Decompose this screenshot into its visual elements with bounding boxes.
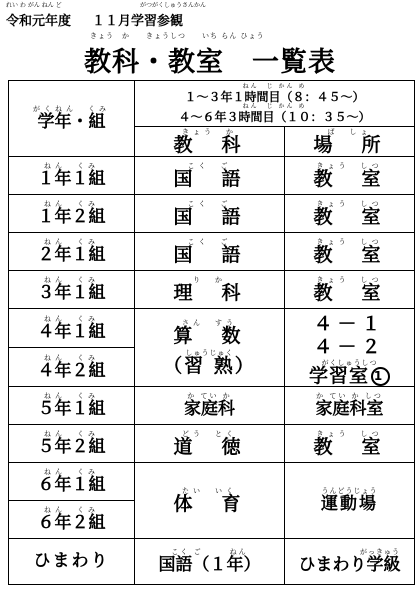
ruby-text: か てい か: [187, 392, 232, 400]
cell-text: 運動場: [321, 494, 378, 514]
ruby-text: どう とく: [182, 430, 237, 438]
table-row: [9, 387, 415, 425]
ruby-text: こく ご: [187, 162, 232, 170]
ruby-text: きょう しつ: [316, 238, 383, 246]
year-ruby: れい わ がん ねん ど: [6, 2, 62, 9]
table-row: [9, 233, 415, 271]
subject-cell: [135, 157, 285, 195]
cell-text: １年１組: [37, 169, 106, 189]
ruby-text: しゅうじゅく: [185, 349, 234, 357]
cell-text: 国 語: [173, 206, 246, 228]
cell-text: ３年１組: [37, 283, 106, 303]
place-cell-himawari: [285, 539, 415, 585]
cell-text: 算 数: [173, 325, 246, 347]
cell-text: 学習室: [309, 365, 370, 387]
subject-cell: [135, 195, 285, 233]
cell-text: 教 室: [313, 436, 386, 458]
cell-text: 国語（１年）: [158, 555, 261, 575]
class-cell: [9, 271, 135, 309]
circled-number: 1: [371, 367, 390, 386]
cell-text: （習 熟）: [163, 355, 256, 377]
time-grades-1-3: １～３年１時間目（８：４５～）: [184, 89, 365, 104]
class-cell: [9, 309, 135, 348]
ruby-text: こく ご: [187, 200, 232, 208]
subject-cell-pe: [135, 463, 285, 539]
ruby-text: ば しょ: [327, 128, 372, 136]
cell-text: 教 室: [313, 168, 386, 190]
ruby-text: きょう しつ: [316, 430, 383, 438]
subject-cell-himawari: [135, 539, 285, 585]
place-cell: [285, 425, 415, 463]
cell-text: ひまわり学級: [298, 555, 401, 575]
place-cell: [285, 157, 415, 195]
cell-text: 学年・組: [37, 112, 106, 132]
class-cell-himawari: [9, 539, 135, 585]
cell-text: ４年２組: [37, 360, 106, 381]
cell-text: 理 科: [173, 282, 246, 304]
header-subject: [135, 127, 285, 157]
cell-text: １年２組: [37, 207, 106, 227]
cell-text: ４－２: [313, 336, 386, 358]
subject-cell: [135, 425, 285, 463]
place-cell-pe: [285, 463, 415, 539]
class-cell: [9, 463, 135, 501]
ruby-text: がくしゅうしつ: [321, 359, 378, 367]
table-row: [9, 271, 415, 309]
class-cell: [9, 387, 135, 425]
event-ruby: がつがくしゅうさんかん: [140, 2, 207, 9]
table-row: [9, 425, 415, 463]
header-times: [135, 81, 415, 127]
cell-text: ４年１組: [37, 321, 106, 342]
classroom-table: [8, 80, 415, 585]
cell-text: ２年１組: [37, 245, 106, 265]
cell-text: 教 室: [313, 244, 386, 266]
class-cell: [9, 233, 135, 271]
cell-text: ５年２組: [37, 437, 106, 457]
ruby-text: さん すう: [182, 319, 237, 327]
cell-text: ひまわり: [33, 551, 110, 571]
ruby-text: うんどうじょう: [321, 487, 378, 495]
ruby-text: きょう か: [182, 128, 237, 136]
class-cell: [9, 348, 135, 387]
page-title: 教科・教室 一覧表: [84, 47, 336, 78]
table-row: [9, 157, 415, 195]
ruby-text: り か: [193, 276, 226, 284]
place-cell-math: [285, 309, 415, 387]
ruby-text: か てい か しつ: [316, 392, 383, 400]
cell-text: 体 育: [173, 493, 246, 515]
ruby-text: がくねん くみ: [33, 105, 110, 113]
table-row: [9, 463, 415, 501]
header-place: [285, 127, 415, 157]
class-cell: [9, 425, 135, 463]
cell-text: ６年１組: [37, 475, 106, 495]
ruby-text: たい いく: [182, 487, 237, 495]
cell-text: ６年２組: [37, 513, 106, 533]
ruby-text: ねん くみ: [44, 430, 99, 438]
ruby-text: ねん くみ: [44, 392, 99, 400]
ruby-text: ねん くみ: [44, 276, 99, 284]
ruby-text: ねん くみ: [44, 162, 99, 170]
ruby-text: ねん くみ: [44, 506, 99, 514]
cell-text: 教 室: [313, 282, 386, 304]
school-year: 令和元年度: [6, 14, 72, 29]
subject-cell: [135, 233, 285, 271]
ruby-text: がっきゅう: [360, 548, 401, 556]
class-cell: [9, 157, 135, 195]
ruby-text: ねん じ かん め: [242, 82, 307, 90]
subject-cell-math: [135, 309, 285, 387]
cell-text: 家庭科: [184, 399, 235, 419]
cell-text: 教 科: [173, 134, 246, 156]
time-grades-4-6: ４～６年３時間目（１０：３５～）: [178, 109, 371, 124]
ruby-text: ねん くみ: [44, 468, 99, 476]
table-row: [9, 309, 415, 348]
cell-text: 道 徳: [173, 436, 246, 458]
ruby-text: きょう しつ: [316, 162, 383, 170]
subject-cell: [135, 387, 285, 425]
table-row: [9, 539, 415, 585]
place-cell: [285, 387, 415, 425]
ruby-text: ねん くみ: [44, 238, 99, 246]
cell-text: 家庭科室: [315, 399, 384, 419]
cell-text: 国 語: [173, 168, 246, 190]
place-cell: [285, 233, 415, 271]
class-cell: [9, 195, 135, 233]
header-grade-class: [9, 81, 135, 157]
event-title: １１月学習参観: [92, 14, 184, 29]
class-cell: [9, 501, 135, 539]
ruby-text: こく ご: [187, 238, 232, 246]
ruby-text: きょう しつ: [316, 200, 383, 208]
cell-text: ５年１組: [37, 399, 106, 419]
title-ruby: きょう か きょうしつ いち らん ひょう: [90, 32, 265, 40]
cell-text: 国 語: [173, 244, 246, 266]
ruby-text: ねん くみ: [44, 353, 99, 362]
place-cell: [285, 271, 415, 309]
ruby-text: ねん じ かん め: [242, 102, 307, 110]
ruby-text: こく ご ねん: [171, 548, 248, 556]
cell-text: ４－１: [313, 313, 386, 335]
ruby-text: ねん くみ: [44, 314, 99, 323]
place-cell: [285, 195, 415, 233]
cell-text: 教 室: [313, 206, 386, 228]
ruby-text: ねん くみ: [44, 200, 99, 208]
table-row: [9, 195, 415, 233]
subject-cell: [135, 271, 285, 309]
cell-text: 場 所: [313, 134, 386, 156]
ruby-text: きょう しつ: [316, 276, 383, 284]
